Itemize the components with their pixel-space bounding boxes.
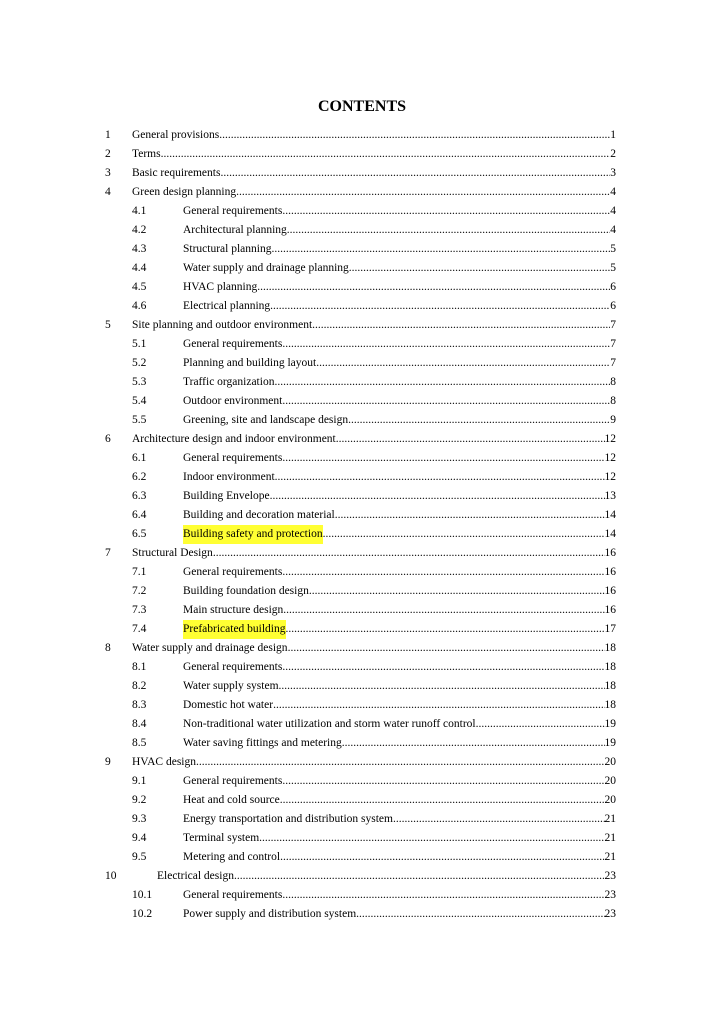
toc-entry-line bbox=[183, 696, 616, 715]
toc-entry-title: Site planning and outdoor environment bbox=[132, 319, 313, 331]
toc-entry-title: Main structure design bbox=[183, 604, 284, 616]
toc-entry-title: General requirements bbox=[183, 205, 283, 217]
toc-entry-page-number: 7 bbox=[610, 357, 616, 369]
toc-entry-number: 9.5 bbox=[132, 851, 147, 863]
toc-entry-number: 8.3 bbox=[132, 699, 147, 711]
toc-entry-title: Water supply and drainage design bbox=[132, 642, 288, 654]
toc-entry-title: General requirements bbox=[183, 775, 283, 787]
toc-entry-line bbox=[183, 658, 616, 677]
toc-entry[interactable] bbox=[0, 848, 724, 867]
toc-entry-line bbox=[183, 335, 616, 354]
dot-leader bbox=[234, 867, 605, 886]
toc-entry-number: 6.3 bbox=[132, 490, 147, 502]
toc-entry-number: 10.1 bbox=[132, 889, 153, 901]
toc-entry-number: 5.1 bbox=[132, 338, 147, 350]
toc-entry-title: HVAC planning bbox=[183, 281, 258, 293]
toc-entry-number: 6.1 bbox=[132, 452, 147, 464]
toc-entry-line bbox=[183, 259, 616, 278]
toc-entry[interactable] bbox=[0, 734, 724, 753]
toc-entry-page-number: 19 bbox=[604, 737, 616, 749]
toc-entry-number: 7.3 bbox=[132, 604, 147, 616]
toc-entry-page-number: 16 bbox=[604, 547, 616, 559]
toc-entry-title-highlighted: Building safety and protection bbox=[183, 525, 323, 544]
toc-entry-line bbox=[183, 506, 616, 525]
toc-entry-line bbox=[132, 430, 616, 449]
toc-entry[interactable] bbox=[0, 164, 724, 183]
toc-entry-page-number: 16 bbox=[604, 566, 616, 578]
toc-entry-page-number: 1 bbox=[610, 129, 616, 141]
toc-entry[interactable] bbox=[0, 183, 724, 202]
toc-entry[interactable] bbox=[0, 259, 724, 278]
toc-entry[interactable] bbox=[0, 468, 724, 487]
toc-entry-page-number: 6 bbox=[610, 281, 616, 293]
toc-entry-title: General requirements bbox=[183, 338, 283, 350]
toc-entry-number: 10.2 bbox=[132, 908, 153, 920]
toc-entry-title: Building Envelope bbox=[183, 490, 270, 502]
toc-entry-number: 4.4 bbox=[132, 262, 147, 274]
toc-entry-number: 9.1 bbox=[132, 775, 147, 787]
toc-entry-title: Traffic organization bbox=[183, 376, 275, 388]
toc-entry-line bbox=[183, 202, 616, 221]
toc-entry-page-number: 21 bbox=[604, 851, 616, 863]
toc-entry-number: 7.2 bbox=[132, 585, 147, 597]
toc-entry-title: Electrical design bbox=[157, 870, 234, 882]
toc-entry-line bbox=[183, 620, 616, 639]
toc-entry-title: Structural planning bbox=[183, 243, 272, 255]
dot-leader bbox=[280, 848, 604, 867]
dot-leader bbox=[476, 715, 605, 734]
toc-entry-page-number: 5 bbox=[610, 262, 616, 274]
toc-entry-title: Metering and control bbox=[183, 851, 281, 863]
toc-entry-line bbox=[183, 810, 616, 829]
table-of-contents bbox=[0, 126, 724, 924]
dot-leader bbox=[282, 202, 610, 221]
toc-entry-title: Architecture design and indoor environment bbox=[132, 433, 336, 445]
toc-entry-number: 4.6 bbox=[132, 300, 147, 312]
dot-leader bbox=[279, 677, 605, 696]
dot-leader bbox=[236, 183, 610, 202]
toc-entry-number: 4.1 bbox=[132, 205, 147, 217]
toc-entry[interactable] bbox=[0, 753, 724, 772]
toc-entry-number: 8.1 bbox=[132, 661, 147, 673]
toc-entry-number: 9.2 bbox=[132, 794, 147, 806]
dot-leader bbox=[282, 392, 610, 411]
toc-entry-page-number: 2 bbox=[610, 148, 616, 160]
toc-entry[interactable] bbox=[0, 335, 724, 354]
toc-entry-line bbox=[132, 145, 616, 164]
toc-entry[interactable] bbox=[0, 373, 724, 392]
toc-entry-title: Power supply and distribution system bbox=[183, 908, 357, 920]
toc-entry-line bbox=[183, 905, 616, 924]
toc-entry-title: Water saving fittings and metering bbox=[183, 737, 342, 749]
dot-leader bbox=[275, 468, 605, 487]
toc-entry-line bbox=[183, 848, 616, 867]
toc-entry-title: General requirements bbox=[183, 661, 283, 673]
toc-entry-page-number: 21 bbox=[604, 832, 616, 844]
toc-entry-line bbox=[183, 411, 616, 430]
toc-entry-page-number: 23 bbox=[604, 889, 616, 901]
toc-entry-page-number: 4 bbox=[610, 205, 616, 217]
toc-entry[interactable] bbox=[0, 791, 724, 810]
toc-entry-page-number: 18 bbox=[604, 680, 616, 692]
dot-leader bbox=[220, 164, 610, 183]
dot-leader bbox=[273, 696, 604, 715]
toc-entry-title: General provisions bbox=[132, 129, 220, 141]
toc-entry-number: 6.5 bbox=[132, 528, 147, 540]
toc-entry-page-number: 23 bbox=[604, 908, 616, 920]
toc-entry-page-number: 14 bbox=[604, 528, 616, 540]
toc-entry-number: 4.5 bbox=[132, 281, 147, 293]
toc-entry-page-number: 6 bbox=[610, 300, 616, 312]
toc-entry-line bbox=[183, 221, 616, 240]
toc-entry-line bbox=[183, 715, 616, 734]
toc-entry[interactable] bbox=[0, 354, 724, 373]
toc-entry-page-number: 7 bbox=[610, 319, 616, 331]
toc-entry-line bbox=[183, 297, 616, 316]
toc-entry[interactable] bbox=[0, 544, 724, 563]
toc-entry-title: Terminal system bbox=[183, 832, 260, 844]
toc-entry-number: 8 bbox=[105, 642, 111, 654]
toc-entry-line bbox=[183, 354, 616, 373]
toc-entry-page-number: 20 bbox=[604, 775, 616, 787]
toc-entry-page-number: 4 bbox=[610, 224, 616, 236]
toc-entry-line bbox=[157, 867, 616, 886]
toc-entry-number: 3 bbox=[105, 167, 111, 179]
toc-entry-line bbox=[132, 183, 616, 202]
toc-entry[interactable] bbox=[0, 525, 724, 544]
dot-leader bbox=[309, 582, 605, 601]
toc-entry[interactable] bbox=[0, 392, 724, 411]
toc-entry-title: Building foundation design bbox=[183, 585, 309, 597]
toc-entry-line bbox=[183, 392, 616, 411]
toc-entry[interactable] bbox=[0, 658, 724, 677]
dot-leader bbox=[219, 126, 610, 145]
toc-entry-title: Basic requirements bbox=[132, 167, 221, 179]
toc-entry-page-number: 12 bbox=[604, 433, 616, 445]
toc-entry-title: Greening, site and landscape design bbox=[183, 414, 349, 426]
toc-entry-page-number: 14 bbox=[604, 509, 616, 521]
toc-entry[interactable] bbox=[0, 905, 724, 924]
toc-entry-number: 4.2 bbox=[132, 224, 147, 236]
toc-entry-line bbox=[132, 639, 616, 658]
toc-entry-number: 5.2 bbox=[132, 357, 147, 369]
dot-leader bbox=[342, 734, 605, 753]
dot-leader bbox=[282, 886, 604, 905]
toc-entry-title: Building and decoration material bbox=[183, 509, 335, 521]
toc-entry-title: Terms bbox=[132, 148, 161, 160]
toc-entry[interactable] bbox=[0, 772, 724, 791]
toc-entry[interactable] bbox=[0, 145, 724, 164]
toc-entry-title: Water supply system bbox=[183, 680, 279, 692]
dot-leader bbox=[282, 563, 604, 582]
toc-entry-number: 5.3 bbox=[132, 376, 147, 388]
toc-entry-number: 9.4 bbox=[132, 832, 147, 844]
toc-entry-number: 9 bbox=[105, 756, 111, 768]
dot-leader bbox=[213, 544, 605, 563]
toc-entry[interactable] bbox=[0, 411, 724, 430]
dot-leader bbox=[323, 525, 605, 544]
toc-entry-page-number: 23 bbox=[604, 870, 616, 882]
toc-entry-line bbox=[183, 582, 616, 601]
toc-entry[interactable] bbox=[0, 316, 724, 335]
toc-entry-page-number: 5 bbox=[610, 243, 616, 255]
toc-entry-page-number: 8 bbox=[610, 395, 616, 407]
toc-entry-line bbox=[183, 601, 616, 620]
dot-leader bbox=[270, 297, 610, 316]
toc-entry[interactable] bbox=[0, 297, 724, 316]
dot-leader bbox=[286, 620, 605, 639]
toc-entry-line bbox=[132, 126, 616, 145]
toc-entry-title: Non-traditional water utilization and storm water runoff control bbox=[183, 718, 476, 730]
toc-entry-line bbox=[183, 829, 616, 848]
dot-leader bbox=[348, 411, 610, 430]
toc-entry-line bbox=[132, 164, 616, 183]
dot-leader bbox=[270, 487, 605, 506]
toc-entry-page-number: 4 bbox=[610, 186, 616, 198]
toc-entry-title: Outdoor environment bbox=[183, 395, 283, 407]
toc-entry-page-number: 17 bbox=[604, 623, 616, 635]
toc-entry-number: 8.2 bbox=[132, 680, 147, 692]
toc-entry-title: Water supply and drainage planning bbox=[183, 262, 349, 274]
toc-entry[interactable] bbox=[0, 715, 724, 734]
toc-entry-number: 7 bbox=[105, 547, 111, 559]
dot-leader bbox=[282, 449, 604, 468]
toc-entry[interactable] bbox=[0, 696, 724, 715]
toc-entry-title: HVAC design bbox=[132, 756, 197, 768]
toc-entry[interactable] bbox=[0, 601, 724, 620]
toc-entry-number: 8.5 bbox=[132, 737, 147, 749]
toc-entry-title: Domestic hot water bbox=[183, 699, 274, 711]
dot-leader bbox=[257, 278, 610, 297]
dot-leader bbox=[316, 354, 610, 373]
toc-entry-number: 4.3 bbox=[132, 243, 147, 255]
toc-entry-page-number: 21 bbox=[604, 813, 616, 825]
toc-entry-page-number: 12 bbox=[604, 471, 616, 483]
dot-leader bbox=[336, 430, 605, 449]
toc-entry-page-number: 12 bbox=[604, 452, 616, 464]
toc-entry-line bbox=[183, 240, 616, 259]
toc-entry-page-number: 19 bbox=[604, 718, 616, 730]
toc-entry-title: General requirements bbox=[183, 889, 283, 901]
toc-entry[interactable] bbox=[0, 487, 724, 506]
toc-entry-page-number: 9 bbox=[610, 414, 616, 426]
dot-leader bbox=[312, 316, 610, 335]
dot-leader bbox=[283, 601, 604, 620]
toc-entry-title-highlighted: Prefabricated building bbox=[183, 620, 286, 639]
toc-entry-title: General requirements bbox=[183, 566, 283, 578]
toc-entry-page-number: 13 bbox=[604, 490, 616, 502]
toc-entry-line bbox=[183, 734, 616, 753]
toc-entry-title: Architectural planning bbox=[183, 224, 287, 236]
dot-leader bbox=[161, 145, 611, 164]
toc-entry-line bbox=[183, 449, 616, 468]
toc-entry-title: Structural Design bbox=[132, 547, 213, 559]
toc-entry-line bbox=[183, 772, 616, 791]
dot-leader bbox=[288, 639, 605, 658]
toc-entry[interactable] bbox=[0, 430, 724, 449]
toc-entry-line bbox=[183, 525, 616, 544]
toc-entry-page-number: 20 bbox=[604, 794, 616, 806]
toc-entry-page-number: 18 bbox=[604, 661, 616, 673]
dot-leader bbox=[393, 810, 605, 829]
toc-entry[interactable] bbox=[0, 221, 724, 240]
toc-entry[interactable] bbox=[0, 620, 724, 639]
toc-entry-page-number: 8 bbox=[610, 376, 616, 388]
toc-entry[interactable] bbox=[0, 867, 724, 886]
toc-entry[interactable] bbox=[0, 677, 724, 696]
toc-entry-number: 6.2 bbox=[132, 471, 147, 483]
dot-leader bbox=[274, 373, 610, 392]
toc-entry-line bbox=[183, 886, 616, 905]
toc-entry-page-number: 18 bbox=[604, 642, 616, 654]
toc-entry-number: 1 bbox=[105, 129, 111, 141]
toc-entry-page-number: 3 bbox=[610, 167, 616, 179]
toc-entry-title: Heat and cold source bbox=[183, 794, 280, 806]
toc-entry[interactable] bbox=[0, 582, 724, 601]
toc-entry-number: 2 bbox=[105, 148, 111, 160]
toc-entry-title: Electrical planning bbox=[183, 300, 271, 312]
dot-leader bbox=[271, 240, 610, 259]
toc-entry-number: 7.4 bbox=[132, 623, 147, 635]
toc-entry[interactable] bbox=[0, 506, 724, 525]
toc-entry[interactable] bbox=[0, 126, 724, 145]
toc-entry-title: Energy transportation and distribution system bbox=[183, 813, 393, 825]
toc-entry-line bbox=[183, 373, 616, 392]
toc-entry-title: Indoor environment bbox=[183, 471, 275, 483]
toc-entry-number: 8.4 bbox=[132, 718, 147, 730]
toc-entry-page-number: 16 bbox=[604, 604, 616, 616]
toc-entry-page-number: 7 bbox=[610, 338, 616, 350]
dot-leader bbox=[259, 829, 604, 848]
toc-entry-number: 5.5 bbox=[132, 414, 147, 426]
toc-entry-number: 5 bbox=[105, 319, 111, 331]
toc-entry-line bbox=[183, 677, 616, 696]
toc-entry-number: 9.3 bbox=[132, 813, 147, 825]
toc-entry[interactable] bbox=[0, 278, 724, 297]
page-title: CONTENTS bbox=[317, 98, 407, 115]
toc-entry-number: 6 bbox=[105, 433, 111, 445]
toc-entry-line bbox=[183, 791, 616, 810]
toc-entry-line bbox=[183, 468, 616, 487]
toc-entry-page-number: 18 bbox=[604, 699, 616, 711]
dot-leader bbox=[280, 791, 605, 810]
toc-entry[interactable] bbox=[0, 810, 724, 829]
toc-entry-title: Green design planning bbox=[132, 186, 237, 198]
toc-entry[interactable] bbox=[0, 449, 724, 468]
toc-entry[interactable] bbox=[0, 886, 724, 905]
toc-entry-page-number: 16 bbox=[604, 585, 616, 597]
toc-entry-line bbox=[183, 278, 616, 297]
toc-entry-title: Planning and building layout bbox=[183, 357, 317, 369]
toc-entry[interactable] bbox=[0, 639, 724, 658]
dot-leader bbox=[282, 335, 610, 354]
dot-leader bbox=[282, 658, 604, 677]
toc-entry-number: 4 bbox=[105, 186, 111, 198]
dot-leader bbox=[196, 753, 604, 772]
toc-entry-number: 10 bbox=[105, 870, 117, 882]
toc-entry[interactable] bbox=[0, 829, 724, 848]
toc-entry-number: 7.1 bbox=[132, 566, 147, 578]
dot-leader bbox=[335, 506, 605, 525]
toc-entry-line bbox=[132, 753, 616, 772]
toc-entry-line bbox=[183, 487, 616, 506]
dot-leader bbox=[282, 772, 604, 791]
toc-entry-line bbox=[132, 316, 616, 335]
toc-entry-line bbox=[132, 544, 616, 563]
toc-entry-line bbox=[183, 563, 616, 582]
dot-leader bbox=[287, 221, 610, 240]
toc-entry-page-number: 20 bbox=[604, 756, 616, 768]
toc-entry[interactable] bbox=[0, 563, 724, 582]
dot-leader bbox=[356, 905, 604, 924]
toc-entry-number: 6.4 bbox=[132, 509, 147, 521]
toc-entry[interactable] bbox=[0, 202, 724, 221]
dot-leader bbox=[349, 259, 610, 278]
toc-entry-number: 5.4 bbox=[132, 395, 147, 407]
toc-entry-title: General requirements bbox=[183, 452, 283, 464]
toc-entry[interactable] bbox=[0, 240, 724, 259]
